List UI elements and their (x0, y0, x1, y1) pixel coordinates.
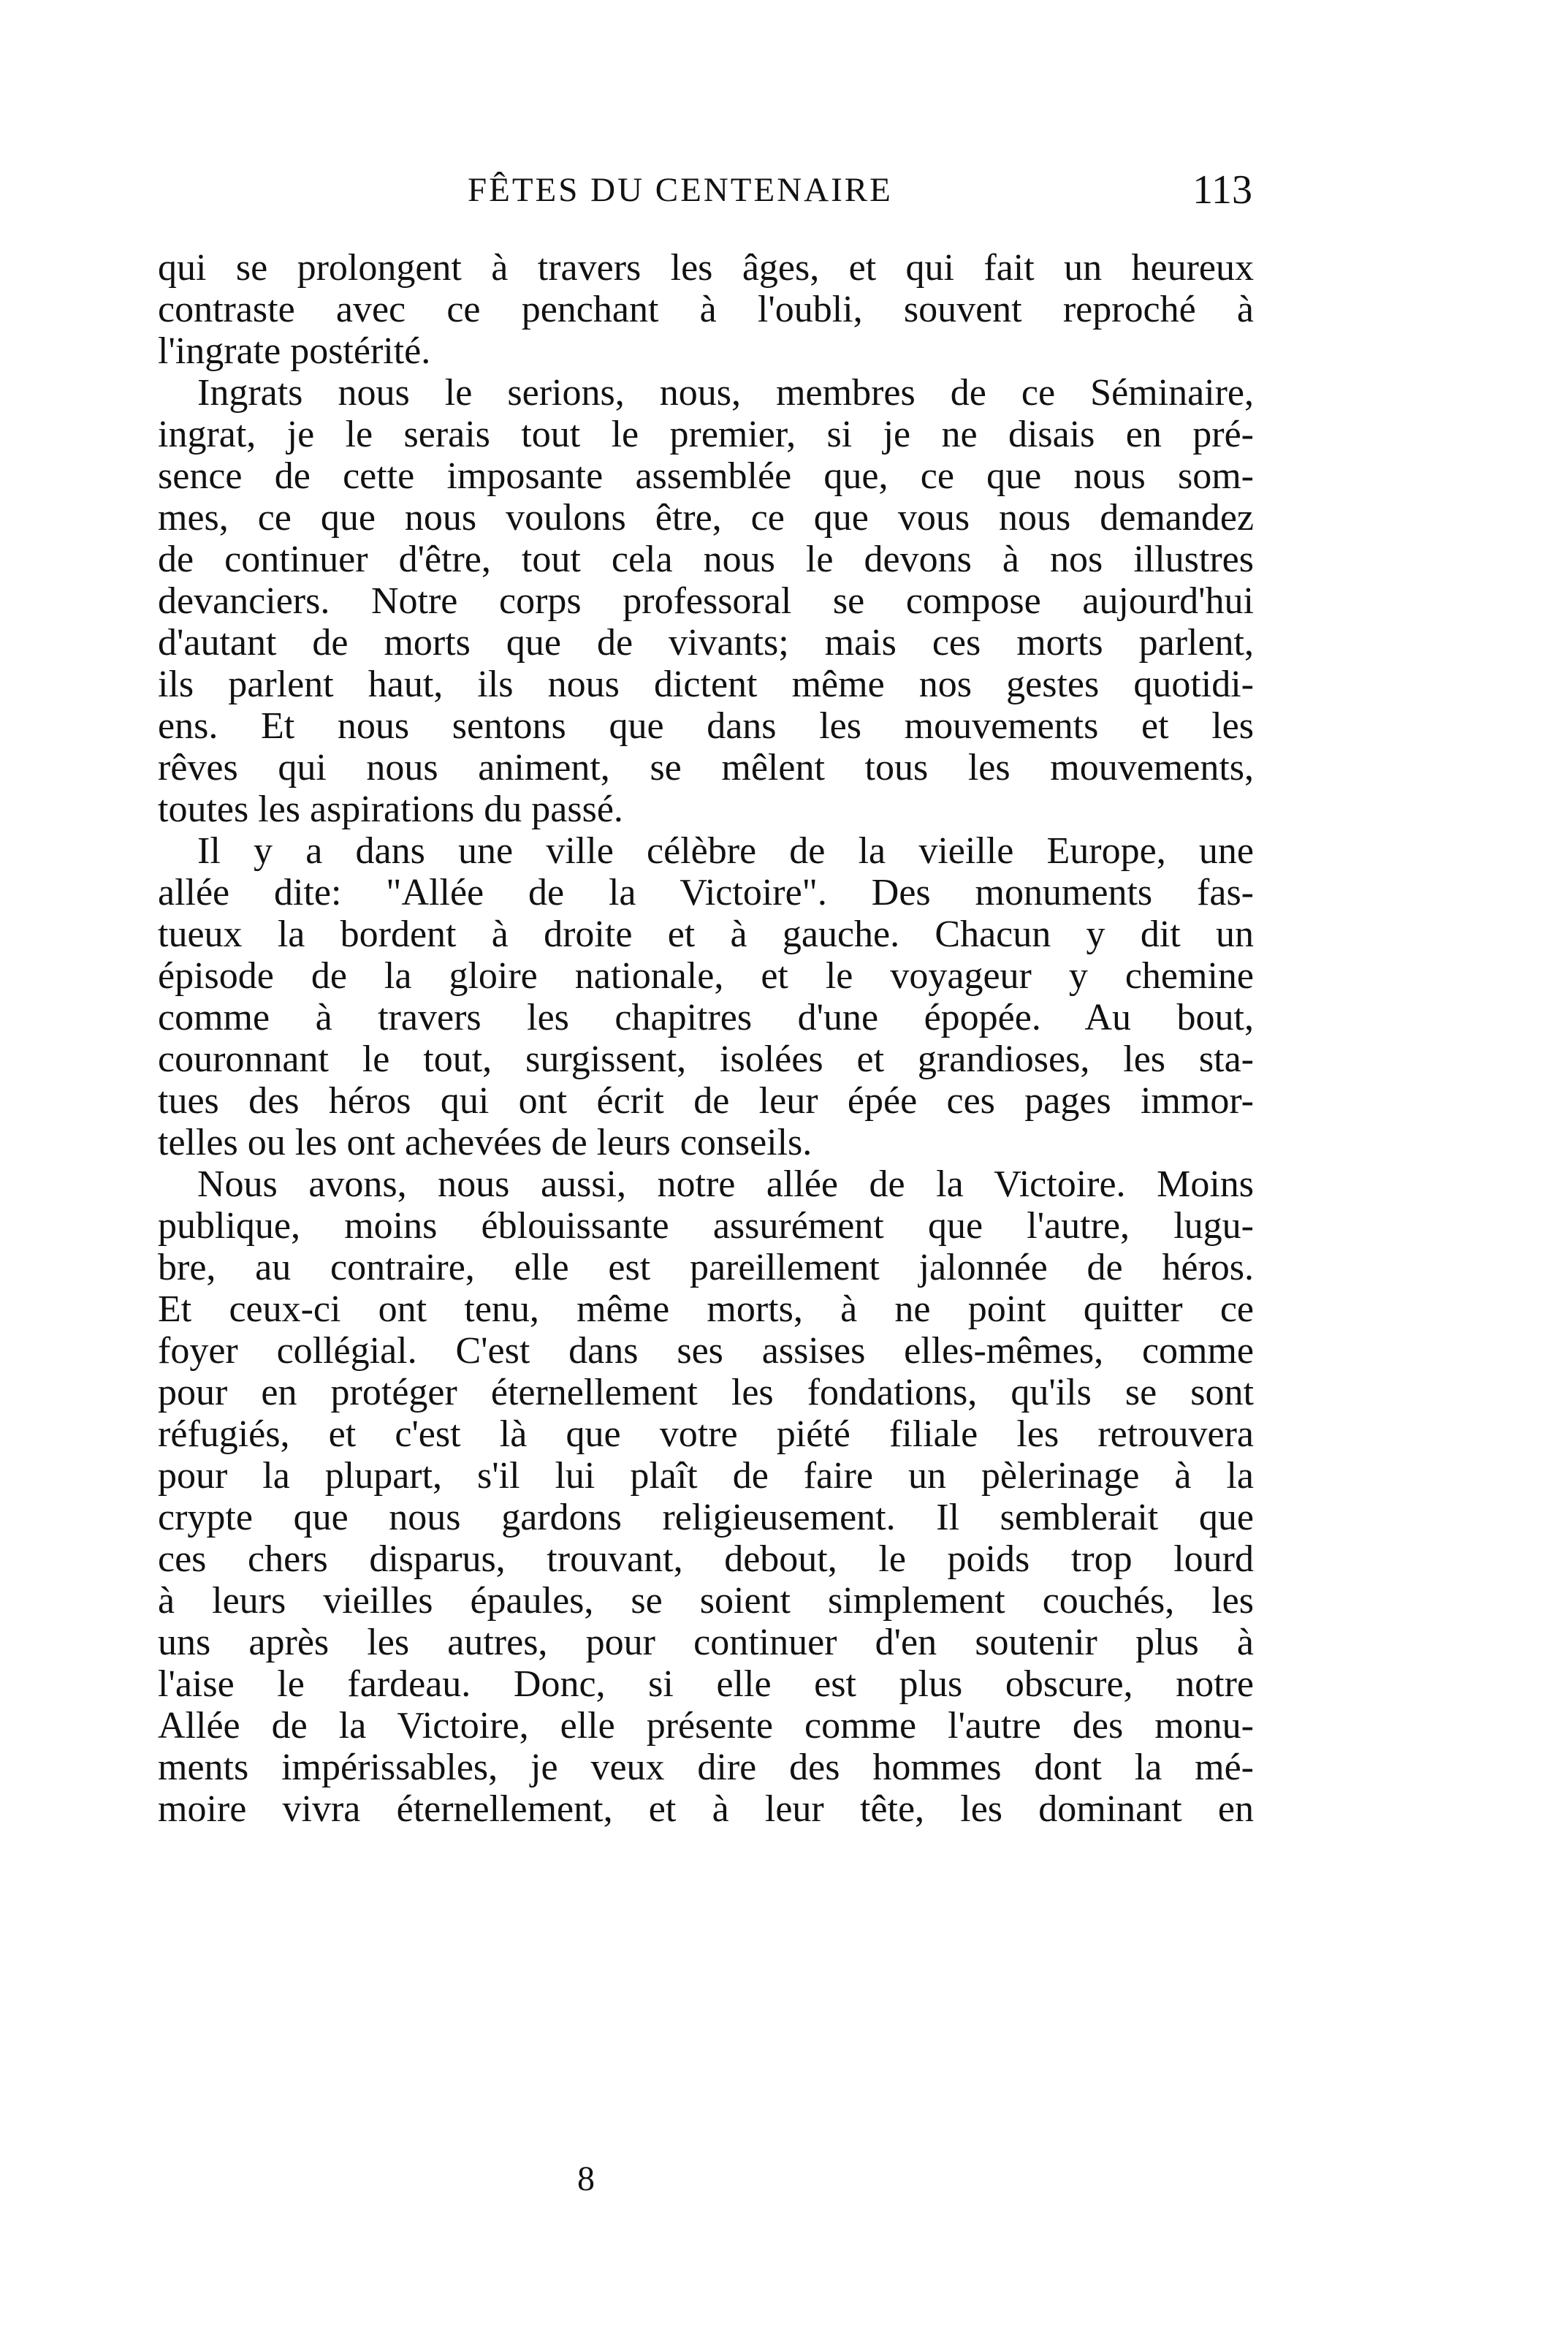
text-line: d'autant de morts que de vivants; mais ces morts parlent, (158, 622, 1254, 664)
running-head: FÊTES DU CENTENAIRE (468, 171, 893, 209)
text-line: Il y a dans une ville célèbre de la vieille Europe, une (197, 830, 1254, 872)
text-line: couronnant le tout, surgissent, isolées et grandioses, les sta- (158, 1038, 1254, 1080)
text-line: foyer collégial. C'est dans ses assises elles-mêmes, comme (158, 1330, 1254, 1372)
text-line: comme à travers les chapitres d'une épopée. Au bout, (158, 997, 1254, 1038)
text-line: ments impérissables, je veux dire des hommes dont la mé- (158, 1747, 1254, 1788)
text-line: rêves qui nous animent, se mêlent tous les mouvements, (158, 747, 1254, 789)
text-line: devanciers. Notre corps professoral se compose aujourd'hui (158, 580, 1254, 622)
text-line: à leurs vieilles épaules, se soient simplement couchés, les (158, 1580, 1254, 1622)
text-line: Ingrats nous le serions, nous, membres de ce Séminaire, (197, 372, 1254, 414)
text-line: uns après les autres, pour continuer d'en soutenir plus à (158, 1622, 1254, 1663)
text-line: ens. Et nous sentons que dans les mouvements et les (158, 705, 1254, 747)
text-line: toutes les aspirations du passé. (158, 789, 623, 830)
text-line: ingrat, je le serais tout le premier, si je ne disais en pré- (158, 414, 1254, 455)
text-line: l'aise le fardeau. Donc, si elle est plus obscure, notre (158, 1663, 1254, 1705)
text-line: pour la plupart, s'il lui plaît de faire un pèlerinage à la (158, 1455, 1254, 1497)
text-line: réfugiés, et c'est là que votre piété filiale les retrouvera (158, 1413, 1254, 1455)
text-line: Nous avons, nous aussi, notre allée de la Victoire. Moins (197, 1163, 1254, 1205)
page-header (0, 161, 1568, 219)
text-line: de continuer d'être, tout cela nous le devons à nos illustres (158, 539, 1254, 580)
text-line: publique, moins éblouissante assurément que l'autre, lugu- (158, 1205, 1254, 1247)
text-line: tueux la bordent à droite et à gauche. Chacun y dit un (158, 913, 1254, 955)
text-line: moire vivra éternellement, et à leur tête, les dominant en (158, 1788, 1254, 1830)
text-line: tues des héros qui ont écrit de leur épée ces pages immor- (158, 1080, 1254, 1122)
text-line: épisode de la gloire nationale, et le voyageur y chemine (158, 955, 1254, 997)
text-line: qui se prolongent à travers les âges, et qui fait un heureux (158, 247, 1254, 289)
text-line: Et ceux-ci ont tenu, même morts, à ne point quitter ce (158, 1288, 1254, 1330)
signature-mark: 8 (577, 2159, 595, 2198)
text-line: bre, au contraire, elle est pareillement jalonnée de héros. (158, 1247, 1254, 1288)
text-line: sence de cette imposante assemblée que, ce que nous som- (158, 455, 1254, 497)
text-line: contraste avec ce penchant à l'oubli, souvent reproché à (158, 289, 1254, 330)
text-line: allée dite: "Allée de la Victoire". Des monuments fas- (158, 872, 1254, 913)
text-line: Allée de la Victoire, elle présente comme l'autre des monu- (158, 1705, 1254, 1747)
body-text (158, 247, 1254, 1830)
text-line: l'ingrate postérité. (158, 330, 431, 372)
text-line: pour en protéger éternellement les fondations, qu'ils se sont (158, 1372, 1254, 1413)
text-line: ils parlent haut, ils nous dictent même nos gestes quotidi- (158, 664, 1254, 705)
text-line: mes, ce que nous voulons être, ce que vous nous demandez (158, 497, 1254, 539)
page-number: 113 (1192, 167, 1252, 213)
text-line: telles ou les ont achevées de leurs conseils. (158, 1122, 812, 1163)
paragraph-4 (158, 1163, 1254, 1830)
text-line: ces chers disparus, trouvant, debout, le poids trop lourd (158, 1538, 1254, 1580)
text-line: crypte que nous gardons religieusement. Il semblerait que (158, 1497, 1254, 1538)
paragraph-2 (158, 372, 1254, 830)
paragraph-3 (158, 830, 1254, 1163)
paragraph-1 (158, 247, 1254, 372)
